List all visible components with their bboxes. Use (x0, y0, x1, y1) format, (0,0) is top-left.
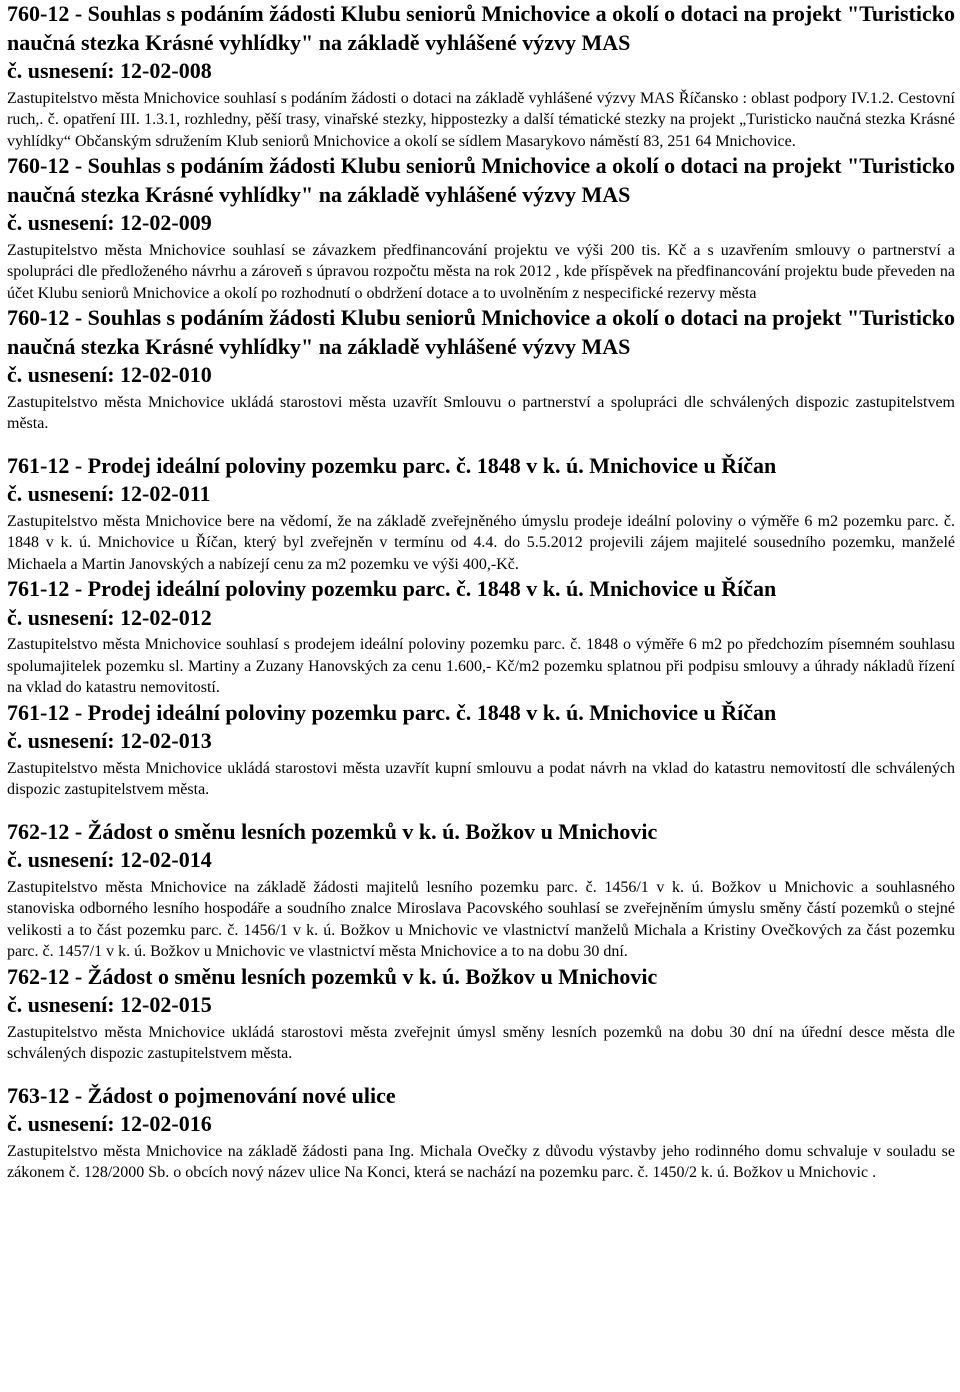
resolution-text: Zastupitelstvo města Mnichovice bere na vědomí, že na základě zveřejněného úmyslu prodeje ideální poloviny o výměře 6 m2 pozemku parc. č. 1848 v k. ú. Mnichovice u Říčan, který byl zveřejněn v termínu od 4.4. do 5.5.2012 projevili zájem majitelé sousedního pozemku, manželé Michaela a Martin Janovských a nabízejí cenu za m2 pozemku ve výši 400,-Kč. (7, 512, 955, 573)
section-heading: 761-12 - Prodej ideální poloviny pozemku parc. č. 1848 v k. ú. Mnichovice u Říčan (7, 699, 777, 725)
resolution-number: č. usnesení: 12-02-012 (7, 604, 212, 630)
resolution-number: č. usnesení: 12-02-014 (7, 847, 212, 872)
resolution-section (7, 152, 955, 304)
resolution-text: Zastupitelstvo města Mnichovice souhlasí se závazkem předfinancování projektu ve výši 200 tis. Kč a s uzavřením smlouvy o partnerství a spolupráci dle předloženého návrhu a zároveň s úpravou rozpočtu města na rok 2012 , kde příspěvek na předfinancování projektu bude převeden na účet Klubu seniorů Mnichovice a okolí po rozhodnutí o obdržení dotace a to uvolněním z nespecifické rezervy města (7, 241, 955, 302)
resolution-number: č. usnesení: 12-02-009 (7, 210, 212, 235)
resolution-section (7, 304, 955, 435)
resolution-section (7, 699, 955, 801)
resolution-section (7, 0, 955, 152)
resolution-text: Zastupitelstvo města Mnichovice ukládá starostovi města uzavřít kupní smlouvu a podat návrh na vklad do katastru nemovitostí dle schválených dispozic zastupitelstvem města. (7, 759, 955, 798)
section-heading: 760-12 - Souhlas s podáním žádosti Klubu seniorů Mnichovice a okolí o dotaci na projekt "Turisticko naučná stezka Krásné vyhlídky" na základě vyhlášené výzvy MAS (7, 153, 955, 207)
resolution-number: č. usnesení: 12-02-016 (7, 1111, 212, 1136)
resolution-text: Zastupitelstvo města Mnichovice ukládá starostovi města zveřejnit úmysl směny lesních pozemků na dobu 30 dní na úřední desce města dle schválených dispozic zastupitelstvem města. (7, 1023, 955, 1062)
resolution-text: Zastupitelstvo města Mnichovice souhlasí s podáním žádosti o dotaci na základě vyhlášené výzvy MAS Říčansko : oblast podpory IV.1.2. Cestovní ruch,. č. opatření III. 1.3.1, rozhledny, pěší trasy, vinařské stezky, hippostezky a další tématické stezky na projekt „Turisticko naučná stezka Krásné vyhlídky“ Občanským sdružením Klub seniorů Mnichovice a okolí se sídlem Masarykovo náměstí 83, 251 64 Mnichovice. (7, 89, 955, 150)
resolution-number: č. usnesení: 12-02-011 (7, 481, 211, 506)
document-page (7, 0, 955, 1184)
section-heading: 761-12 - Prodej ideální poloviny pozemku parc. č. 1848 v k. ú. Mnichovice u Říčan (7, 452, 777, 478)
resolution-section (7, 452, 955, 576)
resolution-section (7, 575, 955, 699)
resolution-section (7, 1082, 955, 1184)
resolution-text: Zastupitelstvo města Mnichovice na základě žádosti majitelů lesního pozemku parc. č. 1456/1 v k. ú. Božkov u Mnichovic a souhlasného stanoviska odborného lesního hospodáře a soudního znalce Miroslava Pacovského souhlasí se zveřejněním úmyslu směny částí pozemků o stejné velikosti a to část pozemku parc. č. 1456/1 v k. ú. Božkov u Mnichovic ve vlastnictví manželů Michala a Kristiny Ovečkových za část pozemku parc. č. 1457/1 v k. ú. Božkov u Mnichovic ve vlastnictví města Mnichovice a to na dobu 30 dní. (7, 878, 955, 960)
resolution-number: č. usnesení: 12-02-008 (7, 58, 212, 83)
resolution-text: Zastupitelstvo města Mnichovice souhlasí s prodejem ideální poloviny pozemku parc. č. 1848 o výměře 6 m2 po předchozím písemném souhlasu spolumajitelek pozemku sl. Martiny a Zuzany Hanovských za cenu 1.600,- Kč/m2 pozemku splatnou při podpisu smlouvy a úhrady nákladů řízení na vklad do katastru nemovitostí. (7, 636, 955, 696)
section-heading: 763-12 - Žádost o pojmenování nové ulice (7, 1082, 396, 1108)
resolution-section (7, 818, 955, 963)
section-heading: 762-12 - Žádost o směnu lesních pozemků v k. ú. Božkov u Mnichovic (7, 818, 658, 844)
section-heading: 761-12 - Prodej ideální poloviny pozemku parc. č. 1848 v k. ú. Mnichovice u Říčan (7, 576, 777, 601)
resolution-number: č. usnesení: 12-02-015 (7, 992, 212, 1017)
section-heading: 762-12 - Žádost o směnu lesních pozemků v k. ú. Božkov u Mnichovic (7, 963, 658, 989)
resolution-number: č. usnesení: 12-02-013 (7, 728, 212, 753)
section-heading: 760-12 - Souhlas s podáním žádosti Klubu seniorů Mnichovice a okolí o dotaci na projekt "Turisticko naučná stezka Krásné vyhlídky" na základě vyhlášené výzvy MAS (7, 305, 955, 359)
resolution-text: Zastupitelstvo města Mnichovice na základě žádosti pana Ing. Michala Ovečky z důvodu výstavby jeho rodinného domu schvaluje v souladu se zákonem č. 128/2000 Sb. o obcích nový název ulice Na Konci, která se nachází na pozemku parc. č. 1450/2 k. ú. Božkov u Mnichovic . (7, 1142, 955, 1181)
resolution-number: č. usnesení: 12-02-010 (7, 362, 212, 387)
resolution-section (7, 963, 955, 1065)
section-heading: 760-12 - Souhlas s podáním žádosti Klubu seniorů Mnichovice a okolí o dotaci na projekt "Turisticko naučná stezka Krásné vyhlídky" na základě vyhlášené výzvy MAS (7, 1, 955, 55)
resolution-text: Zastupitelstvo města Mnichovice ukládá starostovi města uzavřít Smlouvu o partnerství a spolupráci dle schválených dispozic zastupitelstvem města. (7, 393, 955, 432)
